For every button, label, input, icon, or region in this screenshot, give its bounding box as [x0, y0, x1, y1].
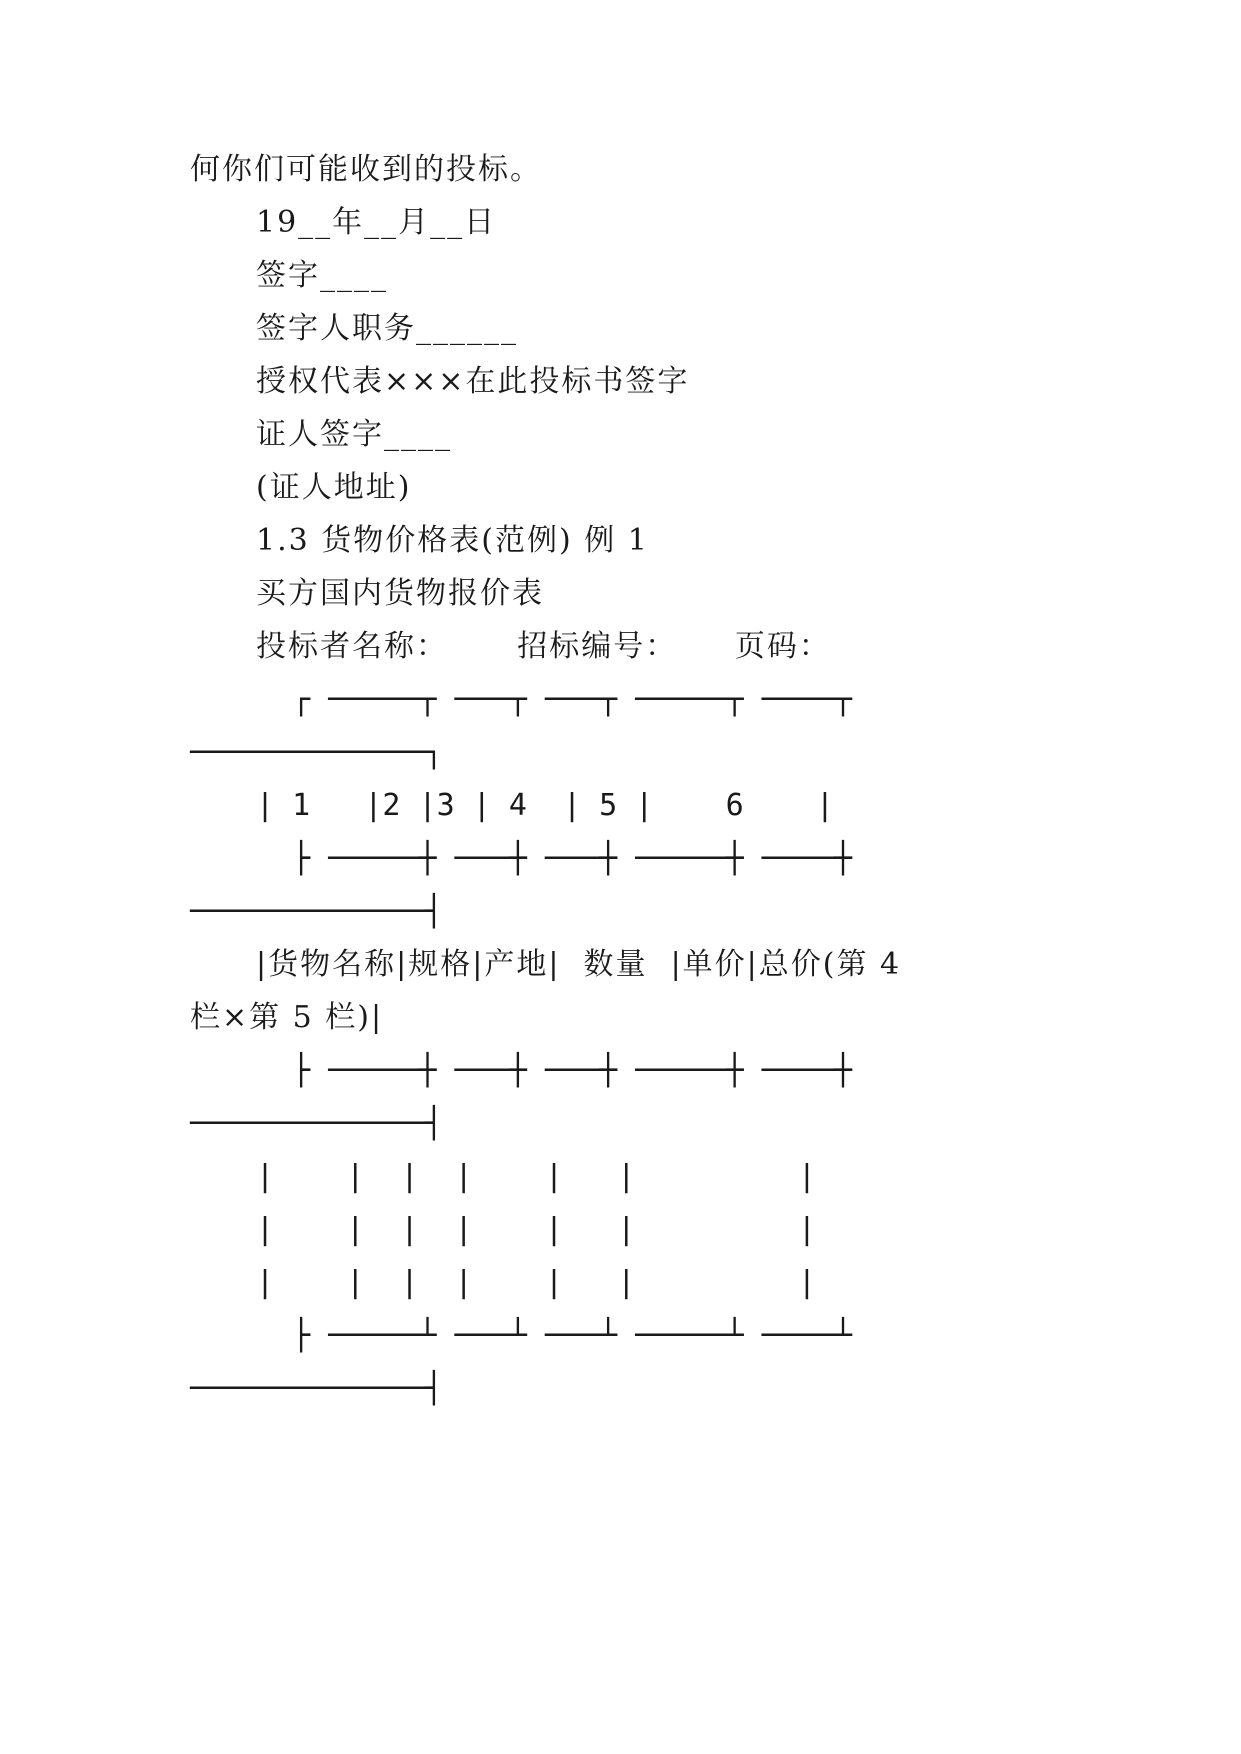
table-row: | | | | | | | [256, 1159, 816, 1194]
text-line-signer-title: 签字人职务______ [256, 311, 518, 346]
table-top-border-continued: ─────────────┐ [190, 735, 443, 770]
text-line-witness-address: (证人地址) [256, 470, 412, 505]
table-mid-border: ├ ─────┼ ───┼ ───┼ ─────┼ ────┼ [292, 841, 852, 876]
table-bottom-border-continued: ─────────────┤ [190, 1371, 443, 1406]
table-mid-border: ├ ─────┼ ───┼ ───┼ ─────┼ ────┼ [292, 1053, 852, 1088]
text-line-authorized-rep: 授权代表×××在此投标书签字 [256, 364, 690, 399]
table-mid-border-continued: ─────────────┤ [190, 894, 443, 929]
table-title: 买方国内货物报价表 [256, 576, 544, 611]
text-line-signature: 签字____ [256, 258, 388, 293]
table-bottom-border: ├ ─────┴ ───┴ ───┴ ─────┴ ────┴ [292, 1318, 852, 1353]
table-row: | | | | | | | [256, 1212, 816, 1247]
text-line-bid-tail: 何你们可能收到的投标。 [190, 152, 542, 187]
table-row: | | | | | | | [256, 1265, 816, 1300]
table-header-numbers: | 1 |2 |3 | 4 | 5 | 6 | [256, 788, 834, 823]
text-line-witness-signature: 证人签字____ [256, 417, 452, 452]
table-header-labels-continued: 栏×第 5 栏)| [190, 1000, 384, 1035]
table-mid-border-continued: ─────────────┤ [190, 1106, 443, 1141]
table-top-border: ┌ ─────┬ ───┬ ───┬ ─────┬ ────┬ [292, 682, 852, 717]
text-line-date: 19__年__月__日 [256, 205, 497, 240]
table-meta-line: 投标者名称： 招标编号： 页码： [256, 629, 831, 664]
table-header-labels: |货物名称|规格|产地| 数量 |单价|总价(第 4 [256, 947, 902, 982]
section-heading-price-table: 1.3 货物价格表(范例) 例 1 [256, 523, 649, 558]
